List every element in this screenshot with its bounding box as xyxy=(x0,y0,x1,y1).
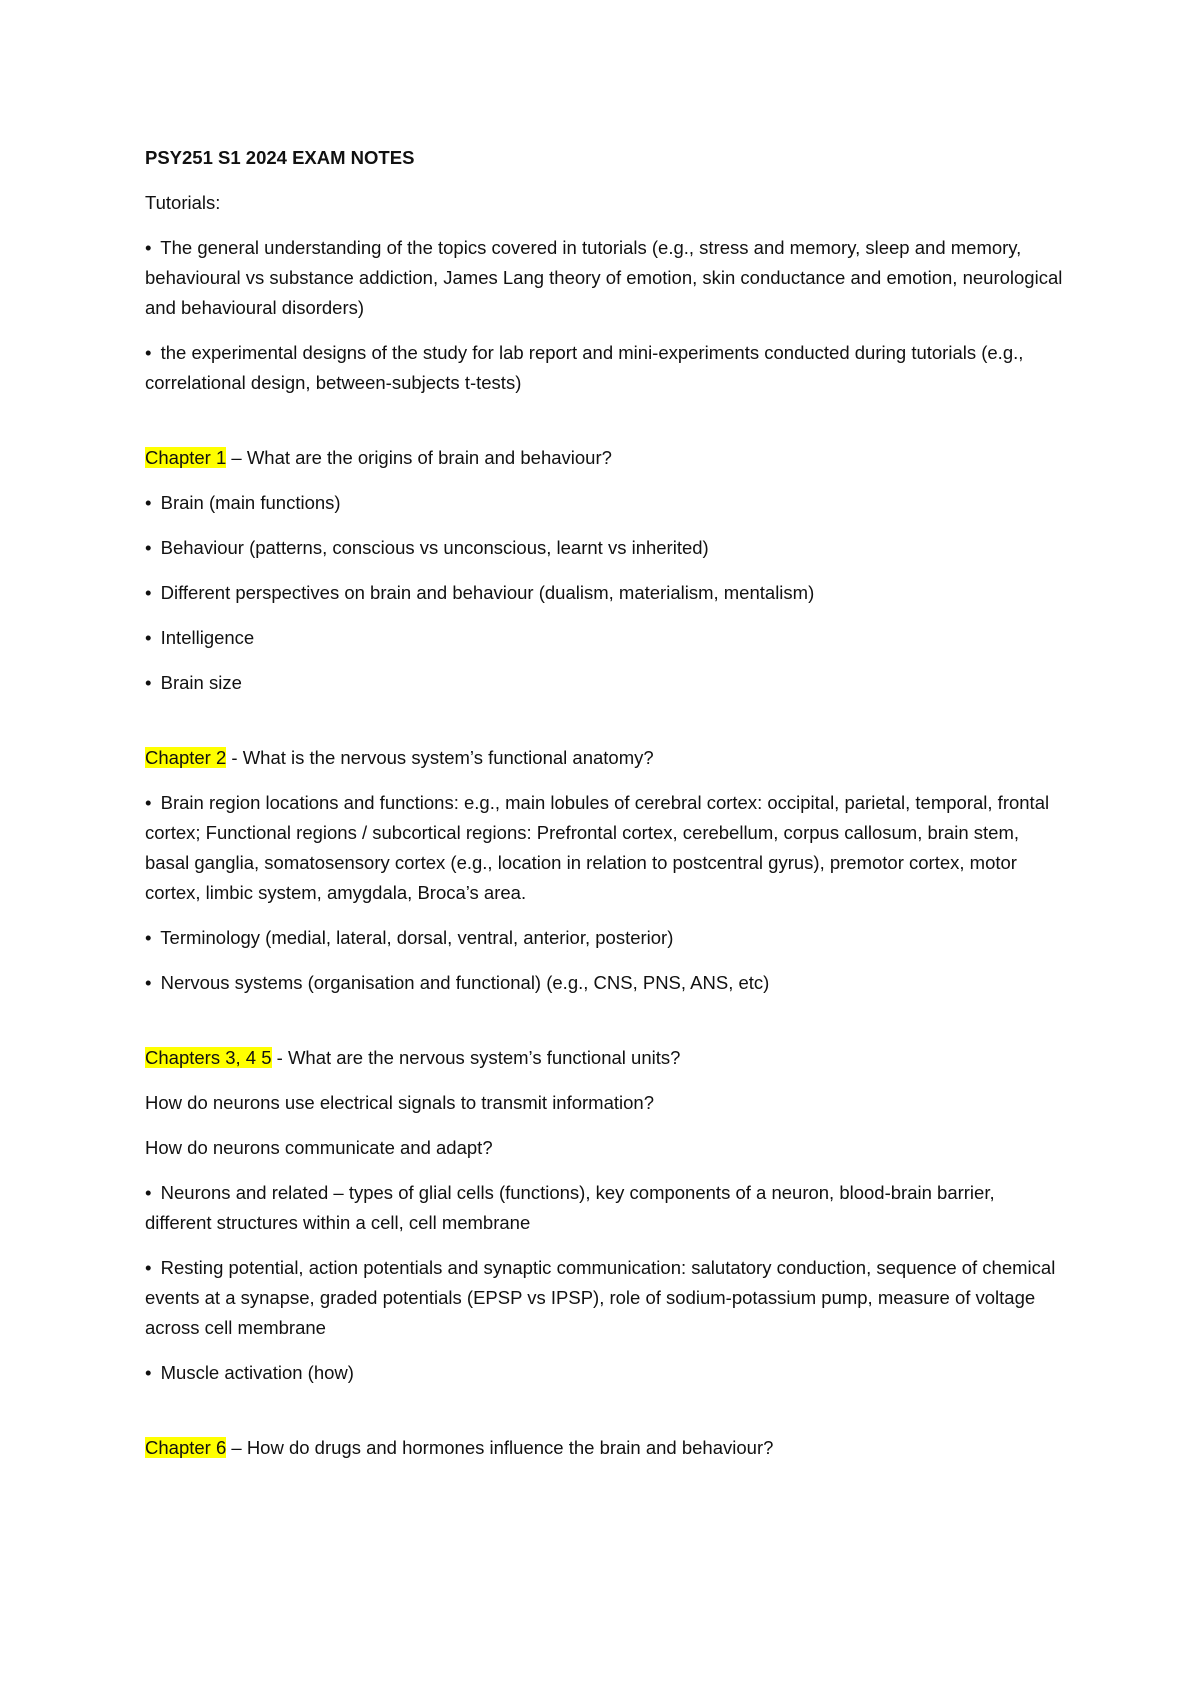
chapter-question: – What are the origins of brain and behaviour? xyxy=(226,447,612,468)
bullet-icon: • xyxy=(145,1257,152,1278)
chapter-subheading: How do neurons communicate and adapt? xyxy=(145,1137,493,1158)
chapter-bullet xyxy=(145,488,1065,518)
chapter-section-2 xyxy=(145,743,1065,998)
chapter-bullet xyxy=(145,578,1065,608)
bullet-icon: • xyxy=(145,972,152,993)
bullet-text: Terminology (medial, lateral, dorsal, ventral, anterior, posterior) xyxy=(160,927,674,948)
bullet-text: Different perspectives on brain and behaviour (dualism, materialism, mentalism) xyxy=(160,582,815,603)
tutorials-heading: Tutorials: xyxy=(145,192,221,213)
chapter-bullet xyxy=(145,623,1065,653)
document-page xyxy=(145,143,1065,1478)
chapter-section-6 xyxy=(145,1433,1065,1463)
bullet-icon: • xyxy=(145,672,152,693)
bullet-text: Resting potential, action potentials and synaptic communication: salutatory conduction, sequence of chemical events at a synapse, graded potentials (EPSP vs IPSP), role of sodium-potassium pump, measure of voltage across cell membrane xyxy=(145,1257,1056,1338)
chapter-label-highlight: Chapter 1 xyxy=(145,447,227,468)
bullet-icon: • xyxy=(145,927,152,948)
bullet-icon: • xyxy=(145,492,152,513)
chapter-bullet xyxy=(145,1253,1065,1343)
chapter-bullet xyxy=(145,923,1065,953)
chapter-subheading: How do neurons use electrical signals to transmit information? xyxy=(145,1092,654,1113)
bullet-icon: • xyxy=(145,1182,152,1203)
bullet-text: Brain region locations and functions: e.g., main lobules of cerebral cortex: occipital, parietal, temporal, frontal cortex; Functional regions / subcortical regions: Prefrontal cortex, cerebellum, corpus callosum, brain stem, basal ganglia, somatosensory cortex (e.g., location in relation to postcentral gyrus), premotor cortex, motor cortex, limbic system, amygdala, Broca’s area. xyxy=(145,792,1050,903)
bullet-text: Brain size xyxy=(160,672,242,693)
bullet-text: Muscle activation (how) xyxy=(160,1362,354,1383)
chapter-label-highlight: Chapters 3, 4 5 xyxy=(145,1047,272,1068)
chapter-label-highlight: Chapter 6 xyxy=(145,1437,227,1458)
chapter-section-1 xyxy=(145,443,1065,698)
chapter-bullet xyxy=(145,1358,1065,1388)
tutorials-bullet xyxy=(145,338,1065,398)
bullet-text: the experimental designs of the study for lab report and mini-experiments conducted during tutorials (e.g., correlational design, between-subjects t-tests) xyxy=(145,342,1024,393)
chapter-heading xyxy=(145,443,1065,473)
bullet-icon: • xyxy=(145,537,152,558)
chapter-heading xyxy=(145,743,1065,773)
bullet-icon: • xyxy=(145,237,152,258)
chapter-section-3-5 xyxy=(145,1043,1065,1388)
chapter-bullet xyxy=(145,968,1065,998)
bullet-text: The general understanding of the topics covered in tutorials (e.g., stress and memory, sleep and memory, behavioural vs substance addiction, James Lang theory of emotion, skin conductance and emotion, neurological and behavioural disorders) xyxy=(145,237,1063,318)
chapter-heading xyxy=(145,1043,1065,1073)
bullet-icon: • xyxy=(145,342,152,363)
bullet-text: Brain (main functions) xyxy=(160,492,341,513)
chapter-heading xyxy=(145,1433,1065,1463)
tutorials-bullet xyxy=(145,233,1065,323)
chapter-label-highlight: Chapter 2 xyxy=(145,747,227,768)
bullet-text: Behaviour (patterns, conscious vs unconscious, learnt vs inherited) xyxy=(160,537,709,558)
chapter-question: – How do drugs and hormones influence the brain and behaviour? xyxy=(226,1437,774,1458)
bullet-text: Nervous systems (organisation and functional) (e.g., CNS, PNS, ANS, etc) xyxy=(160,972,770,993)
chapter-bullet xyxy=(145,533,1065,563)
bullet-icon: • xyxy=(145,582,152,603)
chapter-question: - What are the nervous system’s functional units? xyxy=(271,1047,681,1068)
chapter-bullet xyxy=(145,788,1065,908)
chapter-bullet xyxy=(145,668,1065,698)
chapter-bullet xyxy=(145,1178,1065,1238)
tutorials-section xyxy=(145,188,1065,398)
bullet-text: Intelligence xyxy=(160,627,255,648)
document-title: PSY251 S1 2024 EXAM NOTES xyxy=(145,147,415,168)
bullet-icon: • xyxy=(145,1362,152,1383)
bullet-icon: • xyxy=(145,792,152,813)
chapter-question: - What is the nervous system’s functional anatomy? xyxy=(226,747,654,768)
bullet-icon: • xyxy=(145,627,152,648)
bullet-text: Neurons and related – types of glial cells (functions), key components of a neuron, blood-brain barrier, different structures within a cell, cell membrane xyxy=(145,1182,995,1233)
